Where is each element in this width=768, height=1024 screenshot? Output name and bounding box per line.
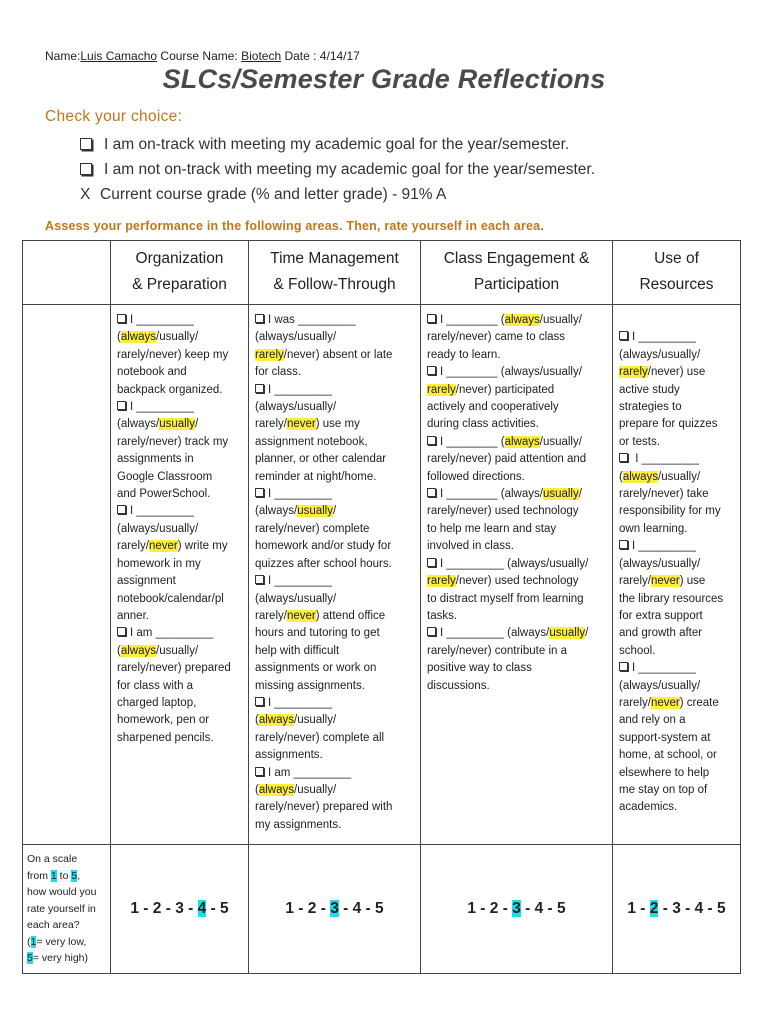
x-mark-icon: X <box>80 186 91 203</box>
checkbox-icon[interactable] <box>117 314 126 323</box>
scale-number-3[interactable]: 3 <box>175 900 184 917</box>
statement-item: I _________ (always/usually/ rarely/never) use active study strategies to prepare for quizzes or tests. <box>619 331 718 448</box>
header-line <box>45 49 360 63</box>
statement-item: I _________ (always/usually/ rarely/never) keep my notebook and backpack organized. <box>117 314 229 396</box>
highlighted-answer: usually <box>297 505 333 518</box>
scale-number-5[interactable]: 5 <box>717 900 726 917</box>
checkbox-icon[interactable] <box>117 505 126 514</box>
scale-label: On a scale from 1 to 5, how would you rate yourself in each area? (1= very low, 5= very high) <box>23 845 111 974</box>
rating-use-of-resources[interactable]: 1 - 2 - 3 - 4 - 5 <box>613 845 741 974</box>
cell-time-management <box>249 305 421 845</box>
statement-item: I was _________ (always/usually/ rarely/never) absent or late for class. <box>255 314 393 379</box>
highlighted-answer: always <box>258 714 294 727</box>
rating-organization[interactable]: 1 - 2 - 3 - 4 - 5 <box>111 845 249 974</box>
rating-class-engagement[interactable]: 1 - 2 - 3 - 4 - 5 <box>421 845 613 974</box>
highlighted-answer: never <box>650 575 680 588</box>
scale-number-3[interactable]: 3 <box>672 900 681 917</box>
statement-item: I _________ (always/usually/ rarely/never) write my homework in my assignment notebook/calendar/pl anner. <box>117 505 228 622</box>
scale-number-1[interactable]: 1 <box>467 900 476 917</box>
scale-number-4[interactable]: 4 <box>694 900 704 917</box>
statement-item: I am _________ (always/usually/ rarely/never) prepared with my assignments. <box>255 766 393 831</box>
highlighted-answer: usually <box>542 488 579 501</box>
statement-item: I _________ (always/usually/ rarely/never) used technology to distract myself from learning tasks. <box>427 557 589 622</box>
highlighted-number: 1 <box>30 935 37 948</box>
highlighted-answer: always <box>504 435 540 448</box>
rating-row <box>23 845 741 974</box>
highlighted-answer: always <box>622 470 658 483</box>
checkbox-icon[interactable] <box>619 540 628 549</box>
checkbox-icon[interactable] <box>255 488 264 497</box>
student-name: Luis Camacho <box>80 49 158 63</box>
checkbox-icon[interactable] <box>619 662 628 671</box>
header-use-of-resources: Use of Resources <box>613 241 741 305</box>
scale-number-5[interactable]: 5 <box>375 900 384 917</box>
checkbox-icon[interactable] <box>255 314 264 323</box>
scale-number-1[interactable]: 1 <box>285 900 294 917</box>
checkbox-icon[interactable] <box>117 627 126 636</box>
checkbox-icon[interactable] <box>255 697 264 706</box>
checkbox-icon[interactable] <box>255 384 264 393</box>
highlighted-number: 1 <box>50 869 57 882</box>
highlighted-answer: usually <box>549 627 586 640</box>
highlighted-answer: rarely <box>427 575 456 588</box>
statement-item: I ________ (always/usually/ rarely/never) used technology to help me learn and stay involved in class. <box>427 488 582 553</box>
checkbox-icon[interactable] <box>255 767 264 776</box>
date-text: Date : 4/14/17 <box>281 49 360 63</box>
highlighted-answer: rarely <box>619 366 648 379</box>
page-title: SLCs/Semester Grade Reflections <box>162 64 606 94</box>
checkbox-icon[interactable] <box>427 488 436 497</box>
cell-organization <box>111 305 249 845</box>
highlighted-answer: always <box>504 314 540 326</box>
scale-number-3[interactable]: 3 <box>512 900 521 917</box>
highlighted-answer: always <box>120 331 156 344</box>
scale-number-2[interactable]: 2 <box>307 900 317 917</box>
header-organization: Organization & Preparation <box>111 241 249 305</box>
scale-number-2[interactable]: 2 <box>489 900 499 917</box>
highlighted-answer: always <box>258 783 294 796</box>
course-name: Biotech <box>241 49 282 63</box>
highlighted-answer: rarely <box>255 348 284 361</box>
statement-item: I _________ (always/usually/ rarely/never) use my assignment notebook, planner, or other calendar reminder at night/home. <box>255 383 387 483</box>
rating-time-management[interactable]: 1 - 2 - 3 - 4 - 5 <box>249 845 421 974</box>
choice-label: I am on-track with meeting my academic goal for the year/semester. <box>104 136 570 153</box>
scale-number-5[interactable]: 5 <box>220 900 229 917</box>
highlighted-answer: never <box>650 696 680 709</box>
choice-on-track[interactable] <box>80 132 595 157</box>
statement-item: I _________ (always/usually/ rarely/never) use the library resources for extra support and growth after school. <box>619 540 724 657</box>
statement-item: I ________ (always/usually/ rarely/never) paid attention and followed directions. <box>427 435 587 483</box>
choice-list <box>80 132 595 207</box>
statement-item: I ________ (always/usually/ rarely/never) participated actively and cooperatively during class activities. <box>427 366 582 431</box>
highlighted-number: 5 <box>27 952 33 964</box>
checkbox-icon[interactable] <box>619 453 628 462</box>
highlighted-answer: rarely <box>427 383 456 396</box>
highlighted-answer: usually <box>159 418 195 431</box>
table-header-row <box>23 241 741 305</box>
scale-number-2[interactable]: 2 <box>649 900 659 917</box>
scale-number-4[interactable]: 4 <box>534 900 544 917</box>
highlighted-answer: always <box>120 644 156 657</box>
statement-item: I _________ (always/usually/ rarely/never) complete all assignments. <box>255 696 385 762</box>
header-blank <box>23 241 111 305</box>
header-time-management: Time Management & Follow-Through <box>249 241 421 305</box>
highlighted-answer: never <box>286 609 316 622</box>
scale-number-2[interactable]: 2 <box>152 900 162 917</box>
choice-course-grade[interactable] <box>80 182 595 207</box>
scale-number-3[interactable]: 3 <box>330 900 339 917</box>
scale-number-5[interactable]: 5 <box>557 900 566 917</box>
scale-number-1[interactable]: 1 <box>130 900 139 917</box>
statement-item: I _________ (always/usually/ rarely/never) contribute in a positive way to class discussions. <box>427 627 589 692</box>
scale-number-1[interactable]: 1 <box>627 900 636 917</box>
highlighted-number: 5 <box>71 869 78 882</box>
checkbox-icon[interactable] <box>427 627 436 636</box>
table-row <box>23 305 741 845</box>
checkbox-icon[interactable] <box>80 163 92 175</box>
statement-item: I _________ (always/usually/ rarely/never) track my assignments in Google Classroom and PowerSchool. <box>117 401 229 501</box>
scale-number-4[interactable]: 4 <box>352 900 362 917</box>
course-label: Course Name: <box>157 49 242 63</box>
checkbox-icon[interactable] <box>427 436 436 445</box>
name-label: Name: <box>45 49 81 63</box>
statement-item: I _________ (always/usually/ rarely/never) create and rely on a support-system at home, at school, or elsewhere to help me stay on top of academics. <box>619 662 719 814</box>
scale-number-4[interactable]: 4 <box>197 900 207 917</box>
highlighted-answer: never <box>148 540 178 553</box>
checkbox-icon[interactable] <box>117 401 126 410</box>
statement-item: I _________ (always/usually/ rarely/never) take responsibility for my own learning. <box>619 453 721 535</box>
choice-label: I am not on-track with meeting my academic goal for the year/semester. <box>104 161 596 178</box>
reflection-table <box>22 240 741 974</box>
header-class-engagement: Class Engagement & Participation <box>421 241 613 305</box>
checkbox-icon[interactable] <box>80 138 92 150</box>
statement-item: I am _________ (always/usually/ rarely/never) prepared for class with a charged laptop, homework, pen or sharpened pencils. <box>117 627 231 744</box>
checkbox-icon[interactable] <box>427 314 436 323</box>
checkbox-icon[interactable] <box>619 331 628 340</box>
checkbox-icon[interactable] <box>255 575 264 584</box>
cell-use-of-resources <box>613 305 741 845</box>
statement-item: I _________ (always/usually/ rarely/never) attend office hours and tutoring to get help with difficult assignments or work on missing assignments. <box>255 575 386 692</box>
checkbox-icon[interactable] <box>427 558 436 567</box>
assess-instructions: Assess your performance in the following areas. Then, rate yourself in each area. <box>45 219 545 233</box>
choice-not-on-track[interactable] <box>80 157 595 182</box>
statement-item: I _________ (always/usually/ rarely/never) complete homework and/or study for quizzes after school hours. <box>255 488 392 570</box>
statement-item: I ________ (always/usually/ rarely/never) came to class ready to learn. <box>427 314 582 361</box>
check-heading: Check your choice: <box>45 108 183 125</box>
cell-class-engagement <box>421 305 613 845</box>
checkbox-icon[interactable] <box>427 366 436 375</box>
highlighted-answer: never <box>286 418 316 431</box>
row-label-blank <box>23 305 111 845</box>
choice-label: Current course grade (% and letter grade) - 91% A <box>100 186 447 203</box>
